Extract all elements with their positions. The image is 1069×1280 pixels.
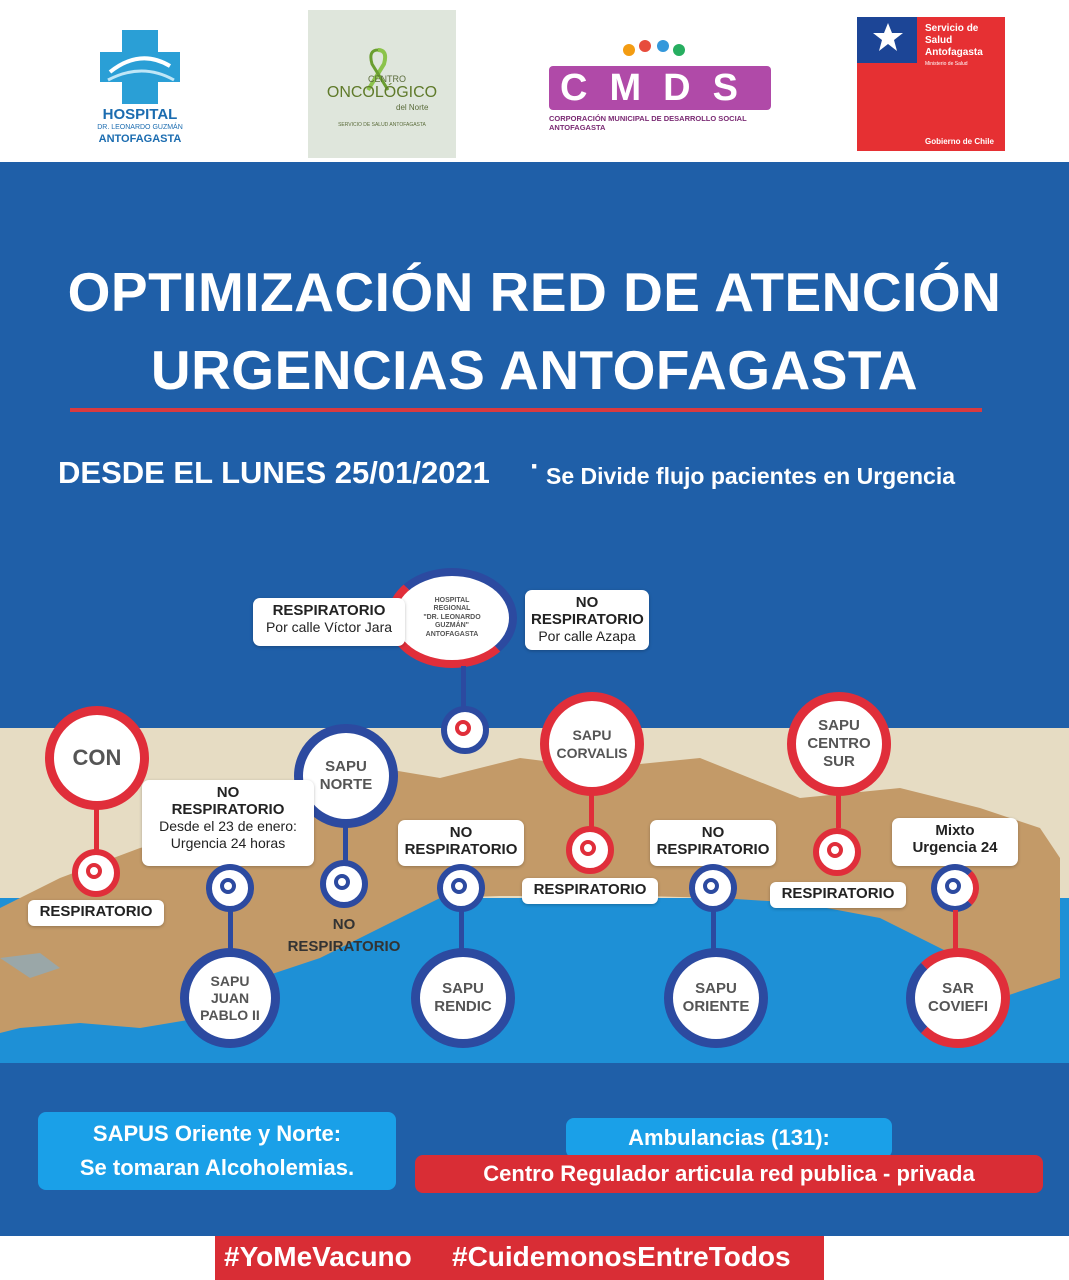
coat-of-arms-icon [865,21,911,59]
cmds-logo [545,40,775,130]
con-node[interactable] [45,706,149,810]
hospital-right-detail: Por calle Azapa [538,628,636,644]
title-line2: URGENCIAS ANTOFAGASTA [150,339,919,401]
con-label: RESPIRATORIO [28,900,164,926]
corvalis-stem [589,794,594,828]
gobierno-line1: Servicio de [925,23,979,34]
rendic-card [398,820,524,866]
coviefi-card [892,818,1018,866]
hospital-cross-icon [80,22,200,104]
sapu-corvalis-node[interactable] [540,692,644,796]
hashtag-cuidemonos[interactable]: #CuidemonosEntreTodos [452,1241,791,1272]
sar-coviefi-node[interactable] [906,948,1010,1048]
con-pin[interactable] [72,849,120,897]
oncologico-logo [308,10,456,158]
hospital-logo [80,22,200,147]
sapu-norte-name-l2: NORTE [319,776,373,793]
oncologico-line2: ONCOLÓGICO [326,84,438,101]
oriente-card-l1: NO [701,824,725,841]
hospital-right-title-l1: NO [575,594,599,611]
centro-sur-pin[interactable] [813,828,861,876]
hospital-no-respiratorio-card [525,590,649,650]
corvalis-name-l1: SAPU [572,727,612,743]
sapus-line2: Se tomaran Alcoholemias. [79,1155,355,1180]
sapu-centro-sur-node[interactable] [787,692,891,796]
hospital-pin[interactable] [441,706,489,754]
sapu-norte-label-l1: NO [332,916,356,933]
coviefi-card-l1: Mixto [935,822,975,839]
gobierno-line2: Salud [925,35,953,46]
rendic-pin[interactable] [437,864,485,912]
oriente-pin[interactable] [689,864,737,912]
hospital-node[interactable] [387,568,517,668]
centro-sur-label: RESPIRATORIO [770,882,906,908]
juan-pablo-name-l1: SAPU [210,972,250,989]
oriente-card-l2: RESPIRATORIO [656,841,770,858]
centro-regulador-box [415,1155,1043,1193]
title-divider [70,408,982,412]
sapu-norte-name-l1: SAPU [325,758,367,775]
corvalis-pin[interactable] [566,826,614,874]
sapus-alcoholemia-box [38,1112,396,1190]
hospital-name-l5: ANTOFAGASTA [425,630,479,638]
oriente-name-l2: ORIENTE [682,998,750,1015]
subtitle-note: Se Divide flujo pacientes en Urgencia [546,463,956,489]
juan-pablo-card-l3: Desde el 23 de enero: [159,818,297,834]
oriente-card [650,820,776,866]
subtitle-bullet: · [530,450,540,483]
gobierno-line5: Gobierno de Chile [925,137,994,146]
oriente-name-l1: SAPU [695,980,737,997]
sapu-norte-stem [343,826,348,862]
cmds-letters-box [549,66,771,110]
centro-regulador-text: Centro Regulador articula red publica - privada [483,1161,975,1186]
footer [0,1230,1069,1280]
oncologico-line4: SERVICIO DE SALUD ANTOFAGASTA [338,122,426,128]
centro-sur-name-l3: SUR [823,753,855,770]
hospital-logo-line3: ANTOFAGASTA [98,133,182,145]
hashtag-yomevacuno[interactable]: #YoMeVacuno [224,1241,412,1272]
oncologico-line3: del Norte [396,103,429,112]
centro-sur-stem [836,794,841,828]
centro-sur-name-l1: SAPU [818,717,860,734]
oncologico-line1: CENTRO [368,74,406,84]
hospital-stem [461,666,466,708]
logo-header [0,0,1069,162]
hospital-name-l4: GUZMÁN" [434,622,470,630]
ambulancias-box [566,1118,892,1158]
rendic-name-l2: RENDIC [434,998,492,1015]
hospital-left-title: RESPIRATORIO [272,602,386,619]
hospital-name-l1: HOSPITAL [434,596,470,604]
gobierno-line4: Ministerio de Salud [925,61,968,67]
cmds-caption: CORPORACIÓN MUNICIPAL DE DESARROLLO SOCIAL ANTOFAGASTA [549,114,747,132]
gobierno-line3: Antofagasta [925,47,983,58]
juan-pablo-card [142,780,314,866]
title-line1: OPTIMIZACIÓN RED DE ATENCIÓN [67,261,1002,323]
sapu-juan-pablo-node[interactable] [180,948,280,1048]
coviefi-name-l2: COVIEFI [927,998,988,1015]
hospital-right-title-l2: RESPIRATORIO [531,611,644,628]
hospital-name-l3: "DR. LEONARDO [423,613,481,621]
coviefi-pin[interactable] [931,864,979,912]
hospital-name-l2: REGIONAL [433,605,471,613]
con-stem [94,808,99,850]
cmds-letters: CMDS [560,67,760,109]
juan-pablo-name-l3: PABLO II [200,1006,260,1023]
corvalis-label: RESPIRATORIO [522,878,658,904]
hospital-respiratorio-card [253,598,405,646]
juan-pablo-card-l4: Urgencia 24 horas [170,835,286,851]
ambulancias-text: Ambulancias (131): [628,1125,830,1150]
coviefi-name-l1: SAR [942,980,974,997]
corvalis-name-l2: CORVALIS [556,745,628,761]
hospital-logo-line1: HOSPITAL [102,106,178,123]
rendic-card-l1: NO [449,824,473,841]
rendic-card-l2: RESPIRATORIO [404,841,518,858]
juan-pablo-card-l2: RESPIRATORIO [171,801,285,818]
gobierno-logo [857,17,1005,151]
sapu-norte-pin[interactable] [320,860,368,908]
sapu-oriente-node[interactable] [664,948,768,1048]
centro-sur-name-l2: CENTRO [807,735,871,752]
subtitle-date: DESDE EL LUNES 25/01/2021 [58,455,490,490]
juan-pablo-name-l2: JUAN [210,989,250,1006]
hospital-logo-line2: DR. LEONARDO GUZMÁN [97,124,183,131]
juan-pablo-pin[interactable] [206,864,254,912]
coviefi-card-l2: Urgencia 24 [912,839,998,856]
hospital-left-detail: Por calle Víctor Jara [265,619,393,635]
con-name: CON [72,745,122,770]
rendic-name-l1: SAPU [442,980,484,997]
juan-pablo-card-l1: NO [216,784,240,801]
sapu-norte-label-l2: RESPIRATORIO [287,938,401,955]
sapu-rendic-node[interactable] [411,948,515,1048]
sapus-line1: SAPUS Oriente y Norte: [92,1121,342,1146]
